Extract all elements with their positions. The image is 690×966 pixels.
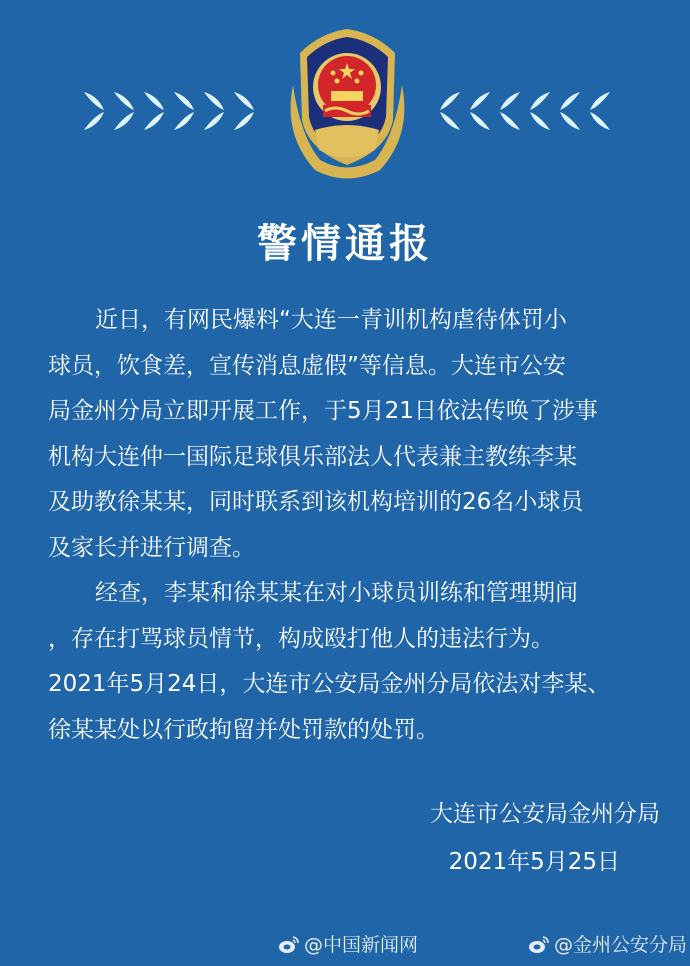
- weibo-icon: [528, 934, 550, 954]
- chevron-right-icon: [112, 90, 136, 132]
- text-line: 局金州分局立即开展工作，于5月21日依法传唤了涉事: [48, 398, 598, 424]
- watermark-jinzhou-police: [528, 930, 687, 957]
- text-line: 球员，饮食差，宣传消息虚假”等信息。大连市公安: [48, 352, 566, 379]
- watermark-footer: [0, 930, 690, 960]
- chevron-right-icon: [172, 90, 196, 132]
- chevron-left-icon: [438, 90, 462, 132]
- text-line: 机构大连仲一国际足球俱乐部法人代表兼主教练李某: [48, 443, 577, 470]
- text-line: 近日，有网民爆料“大连一青训机构虐待体罚小: [95, 307, 567, 333]
- chevron-right-icon: [232, 90, 256, 132]
- chevrons-right: [438, 90, 612, 132]
- chevrons-left: [82, 90, 256, 132]
- chevron-right-icon: [82, 90, 106, 132]
- notice-title: 警情通报: [257, 221, 433, 267]
- chevron-right-icon: [142, 90, 166, 132]
- watermark-text: @中国新闻网: [304, 934, 419, 956]
- text-line: ，存在打骂球员情节，构成殴打他人的违法行为。: [48, 625, 554, 652]
- text-line: 及助教徐某某，同时联系到该机构培训的26名小球员: [48, 489, 584, 515]
- text-line: 及家长并进行调查。: [48, 534, 255, 561]
- police-emblem-icon: [275, 25, 420, 185]
- paragraph-1: [48, 298, 668, 571]
- weibo-icon: [278, 934, 300, 954]
- text-line: 徐某某处以行政拘留并处罚款的处罚。: [48, 716, 439, 743]
- chevron-right-icon: [202, 90, 226, 132]
- chevron-left-icon: [588, 90, 612, 132]
- text-line: 经查，李某和徐某某在对小球员训练和管理期间: [95, 580, 578, 606]
- header-banner: [0, 0, 690, 200]
- chevron-left-icon: [468, 90, 492, 132]
- signature-block: [430, 790, 660, 886]
- paragraph-2: [48, 571, 668, 753]
- chevron-left-icon: [558, 90, 582, 132]
- chevron-left-icon: [498, 90, 522, 132]
- issuing-organization: 大连市公安局金州分局: [430, 801, 660, 827]
- issue-date: 2021年5月25日: [448, 849, 620, 875]
- chevron-left-icon: [528, 90, 552, 132]
- notice-body: [48, 298, 668, 753]
- text-line: 2021年5月24日，大连市公安局金州分局依法对李某、: [48, 671, 611, 697]
- watermark-text: @金州公安分局: [554, 934, 688, 956]
- watermark-chinanews: [278, 930, 418, 957]
